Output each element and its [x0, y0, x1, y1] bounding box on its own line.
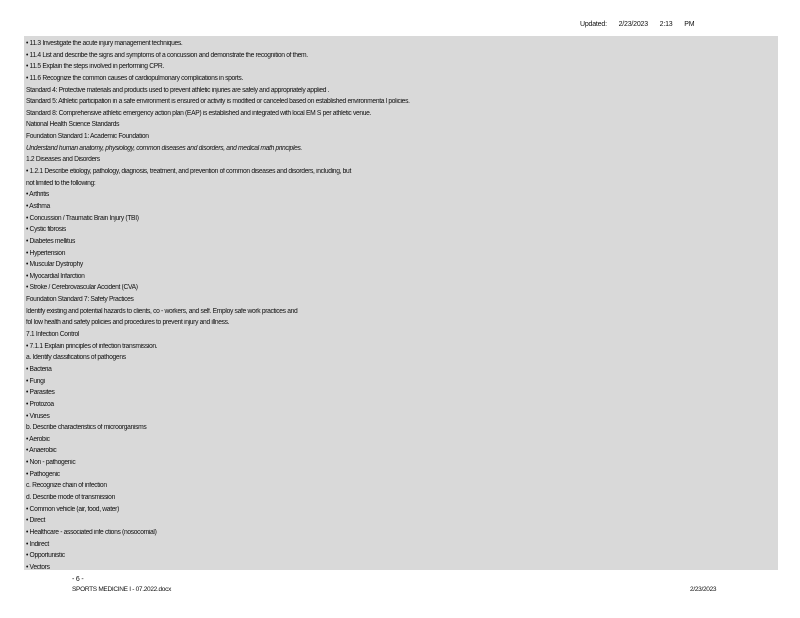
text-line: • Concussion / Traumatic Brain Injury (TBI) — [26, 214, 139, 222]
text-line: • Cystic fibrosis — [26, 226, 66, 234]
text-line: c. Recognize chain of infection — [26, 482, 107, 490]
text-line: • Vectors — [26, 563, 50, 570]
footer-document-name: SPORTS MEDICINE I - 07.2022.docx — [72, 586, 172, 593]
text-line: • Opportunistic — [26, 552, 65, 560]
text-line: Foundation Standard 7: Safety Practices — [26, 296, 134, 304]
text-line: • 11.4 List and describe the signs and symptoms of a concussion and demonstrate the recognition of them. — [26, 51, 308, 59]
text-line: • Hypertension — [26, 249, 66, 257]
text-line: not limited to the following: — [26, 179, 96, 187]
updated-time: 2:13 — [659, 21, 673, 28]
text-line: • Healthcare - associated infe ctions (nosocomial) — [26, 528, 157, 536]
text-line: • Muscular Dystrophy — [26, 261, 83, 269]
text-line: • Direct — [26, 517, 46, 525]
text-line: b. Describe characteristics of microorganisms — [26, 424, 147, 432]
updated-timestamp — [580, 21, 704, 28]
footer-date: 2/23/2023 — [690, 586, 717, 593]
text-line: Understand human anatomy, physiology, common diseases and disorders, and medical math principles. — [26, 144, 303, 152]
text-line: • Asthma — [26, 202, 50, 210]
text-line: Foundation Standard 1: Academic Foundation — [26, 133, 149, 141]
text-line: • Fungi — [26, 377, 45, 385]
text-line: fol low health and safety policies and procedures to prevent injury and illness. — [26, 319, 230, 327]
text-line: • 11.5 Explain the steps involved in performing CPR. — [26, 63, 164, 71]
text-line: • Viruses — [26, 412, 50, 420]
text-line: • Indirect — [26, 540, 49, 548]
text-line: d. Describe mode of transmission — [26, 493, 115, 501]
text-line: 7.1 Infection Control — [26, 331, 80, 339]
text-line: • Stroke / Cerebrovascular Accident (CVA) — [26, 284, 138, 292]
text-line: • Protozoa — [26, 400, 54, 408]
text-line: Identify existing and potential hazards to clients, co - workers, and self. Employ safe work practices and — [26, 307, 298, 315]
text-line: Standard 8: Comprehensive athletic emergency action plan (EAP) is established and integrated with local EM S per athletic venue. — [26, 109, 372, 117]
text-line: a. Identify classifications of pathogens — [26, 354, 126, 362]
page-number: - 6 - — [72, 576, 84, 583]
text-line: • Aerobic — [26, 435, 50, 443]
text-line: • Non - pathogenic — [26, 459, 76, 467]
text-line: • 7.1.1 Explain principles of infection transmission. — [26, 342, 158, 350]
text-line: • 11.3 Investigate the acute injury management techniques. — [26, 40, 183, 47]
text-line: • 11.6 Recognize the common causes of cardiopulmonary complications in sports. — [26, 74, 243, 82]
document-body — [24, 36, 778, 570]
text-line: • Arthritis — [26, 191, 49, 199]
text-line: 1.2 Diseases and Disorders — [26, 156, 100, 164]
standards-text — [24, 36, 778, 570]
text-line: Standard 4: Protective materials and products used to prevent athletic injuries are safely and appropriately applied . — [26, 86, 330, 94]
text-line: Standard 5: Athletic participation in a safe environment is ensured or activity is modified or canceled based on established environmenta l policies. — [26, 98, 410, 106]
text-line: • Common vehicle (air, food, water) — [26, 505, 119, 513]
text-line: • Parasites — [26, 389, 55, 397]
updated-ampm: PM — [684, 21, 695, 28]
text-line: • 1.2.1 Describe etiology, pathology, diagnosis, treatment, and prevention of common diseases and disorders, including, but — [26, 168, 351, 176]
text-line: • Diabetes mellitus — [26, 237, 76, 245]
text-line: • Pathogenic — [26, 470, 60, 478]
text-line: National Health Science Standards — [26, 121, 120, 129]
updated-label: Updated: — [580, 21, 607, 28]
text-line: • Bacteria — [26, 365, 52, 373]
updated-date: 2/23/2023 — [618, 21, 648, 28]
text-line: • Anaerobic — [26, 447, 57, 455]
text-line: • Myocardial Infarction — [26, 272, 85, 280]
